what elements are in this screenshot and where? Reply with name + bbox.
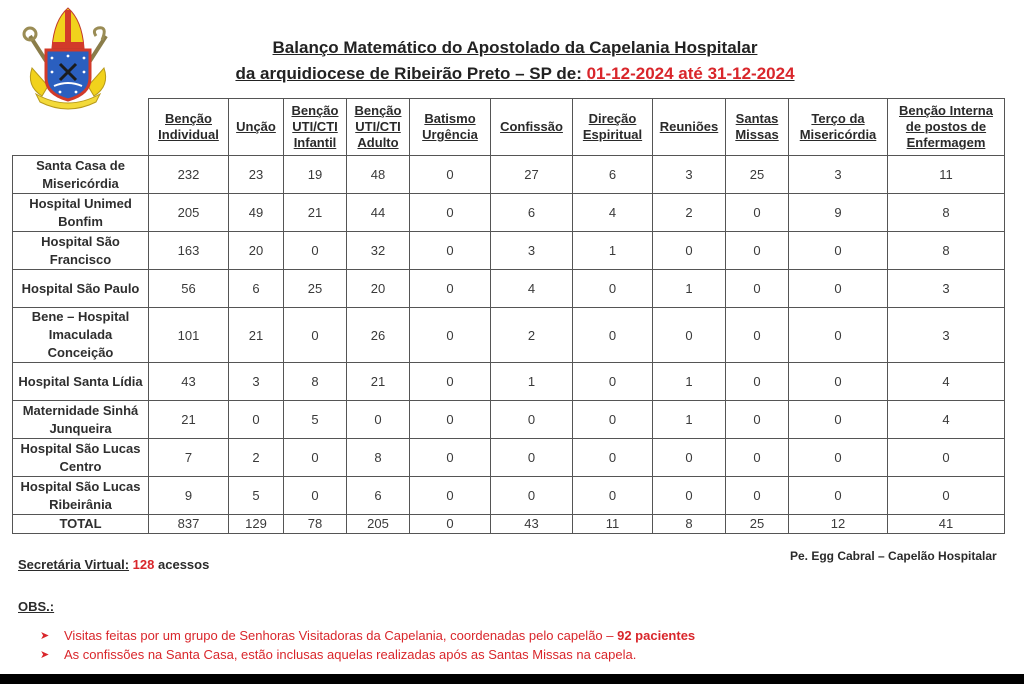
table-cell: 1 [573, 232, 653, 270]
arrowhead-bullet-icon: ➤ [40, 630, 50, 642]
table-cell: 6 [229, 270, 284, 308]
table-cell: 0 [410, 270, 491, 308]
table-cell: 0 [653, 232, 726, 270]
table-row [13, 232, 1005, 270]
table-cell: 4 [888, 363, 1005, 401]
table-cell: 232 [149, 156, 229, 194]
column-header: Benção UTI/CTI Adulto [347, 99, 410, 156]
table-cell: 3 [229, 363, 284, 401]
chaplain-signature: Pe. Egg Cabral – Capelão Hospitalar [790, 549, 997, 563]
table-cell: 6 [491, 194, 573, 232]
table-cell: 0 [789, 270, 888, 308]
hospital-name: Hospital Unimed Bonfim [13, 194, 149, 232]
report-title: Balanço Matemático do Apostolado da Capelania Hospitalar [272, 38, 758, 57]
table-cell: 32 [347, 232, 410, 270]
table-cell: 0 [726, 401, 789, 439]
table-cell: 8 [284, 363, 347, 401]
hospital-name: Hospital São Lucas Centro [13, 439, 149, 477]
column-header: Santas Missas [726, 99, 789, 156]
table-row [13, 270, 1005, 308]
column-header: Direção Espiritual [573, 99, 653, 156]
total-cell: 41 [888, 515, 1005, 534]
table-cell: 0 [789, 232, 888, 270]
table-cell: 0 [573, 477, 653, 515]
table-cell: 0 [789, 363, 888, 401]
column-header: Benção Individual [149, 99, 229, 156]
table-cell: 0 [410, 232, 491, 270]
table-cell: 0 [410, 308, 491, 363]
table-cell: 1 [491, 363, 573, 401]
table-cell: 4 [491, 270, 573, 308]
secretaria-count: 128 [132, 557, 155, 572]
arrowhead-bullet-icon: ➤ [40, 649, 50, 661]
note-text: As confissões na Santa Casa, estão inclusas aquelas realizadas após as Santas Missas na capela. [64, 647, 637, 662]
table-cell: 0 [491, 401, 573, 439]
table-cell: 0 [573, 439, 653, 477]
secretaria-virtual [18, 557, 209, 572]
column-header: Batismo Urgência [410, 99, 491, 156]
table-cell: 0 [491, 477, 573, 515]
hospital-name: Santa Casa de Misericórdia [13, 156, 149, 194]
table-cell: 1 [653, 401, 726, 439]
column-header: Reuniões [653, 99, 726, 156]
header-corner [13, 99, 149, 156]
table-cell: 25 [284, 270, 347, 308]
hospital-name: Hospital São Paulo [13, 270, 149, 308]
archdiocese-coat-of-arms-icon [18, 6, 118, 112]
total-cell: 25 [726, 515, 789, 534]
table-cell: 0 [284, 477, 347, 515]
table-cell: 0 [726, 477, 789, 515]
table-cell: 27 [491, 156, 573, 194]
table-row [13, 439, 1005, 477]
report-table [12, 98, 1005, 534]
column-header: Benção UTI/CTI Infantil [284, 99, 347, 156]
table-cell: 0 [726, 363, 789, 401]
table-cell: 2 [229, 439, 284, 477]
report-subtitle-prefix: da arquidiocese de Ribeirão Preto – SP de: [235, 64, 587, 83]
table-cell: 21 [347, 363, 410, 401]
table-cell: 21 [229, 308, 284, 363]
hospital-name: Maternidade Sinhá Junqueira [13, 401, 149, 439]
table-cell: 0 [410, 401, 491, 439]
table-cell: 3 [888, 308, 1005, 363]
column-header: Unção [229, 99, 284, 156]
table-cell: 26 [347, 308, 410, 363]
table-cell: 205 [149, 194, 229, 232]
table-cell: 4 [888, 401, 1005, 439]
bottom-black-bar [0, 674, 1024, 684]
table-cell: 0 [726, 439, 789, 477]
table-cell: 0 [726, 308, 789, 363]
table-cell: 0 [653, 477, 726, 515]
table-cell: 163 [149, 232, 229, 270]
table-cell: 6 [347, 477, 410, 515]
column-header: Benção Interna de postos de Enfermagem [888, 99, 1005, 156]
table-row [13, 156, 1005, 194]
table-cell: 56 [149, 270, 229, 308]
table-cell: 9 [149, 477, 229, 515]
total-cell: 78 [284, 515, 347, 534]
table-cell: 1 [653, 270, 726, 308]
table-cell: 20 [229, 232, 284, 270]
table-row [13, 363, 1005, 401]
note-item [40, 645, 695, 664]
obs-label: OBS.: [18, 599, 55, 614]
table-cell: 7 [149, 439, 229, 477]
total-cell: 0 [410, 515, 491, 534]
table-cell: 43 [149, 363, 229, 401]
table-cell: 3 [491, 232, 573, 270]
table-cell: 2 [491, 308, 573, 363]
table-cell: 8 [888, 194, 1005, 232]
table-cell: 0 [410, 156, 491, 194]
note-text: Visitas feitas por um grupo de Senhoras Visitadoras da Capelania, coordenadas pelo capelão – [64, 628, 618, 643]
total-label: TOTAL [13, 515, 149, 534]
table-cell: 21 [284, 194, 347, 232]
table-cell: 5 [229, 477, 284, 515]
table-cell: 3 [789, 156, 888, 194]
secretaria-suffix: acessos [158, 557, 210, 572]
secretaria-label: Secretária Virtual: [18, 557, 130, 572]
table-cell: 5 [284, 401, 347, 439]
table-cell: 23 [229, 156, 284, 194]
report-subtitle [150, 64, 880, 84]
table-cell: 0 [573, 270, 653, 308]
table-cell: 0 [284, 232, 347, 270]
hospital-name: Bene – Hospital Imaculada Conceição [13, 308, 149, 363]
table-row [13, 401, 1005, 439]
table-cell: 20 [347, 270, 410, 308]
total-row [13, 515, 1005, 534]
table-cell: 0 [347, 401, 410, 439]
table-cell: 9 [789, 194, 888, 232]
table-cell: 0 [284, 439, 347, 477]
notes-list [40, 626, 695, 664]
table-cell: 0 [410, 194, 491, 232]
table-cell: 8 [888, 232, 1005, 270]
table-cell: 3 [888, 270, 1005, 308]
table-cell: 21 [149, 401, 229, 439]
table-row [13, 308, 1005, 363]
table-cell: 0 [410, 439, 491, 477]
total-cell: 12 [789, 515, 888, 534]
total-cell: 205 [347, 515, 410, 534]
table-cell: 11 [888, 156, 1005, 194]
total-cell: 129 [229, 515, 284, 534]
table-cell: 0 [653, 308, 726, 363]
table-cell: 0 [573, 401, 653, 439]
table-cell: 19 [284, 156, 347, 194]
table-cell: 4 [573, 194, 653, 232]
table-cell: 0 [573, 363, 653, 401]
column-header: Confissão [491, 99, 573, 156]
total-cell: 837 [149, 515, 229, 534]
table-cell: 6 [573, 156, 653, 194]
total-cell: 11 [573, 515, 653, 534]
table-cell: 0 [789, 439, 888, 477]
table-cell: 25 [726, 156, 789, 194]
table-cell: 3 [653, 156, 726, 194]
table-cell: 2 [653, 194, 726, 232]
table-cell: 0 [726, 270, 789, 308]
table-cell: 0 [573, 308, 653, 363]
table-cell: 0 [410, 477, 491, 515]
table-cell: 0 [726, 232, 789, 270]
table-cell: 101 [149, 308, 229, 363]
column-header: Terço da Misericórdia [789, 99, 888, 156]
hospital-name: Hospital São Lucas Ribeirânia [13, 477, 149, 515]
table-cell: 0 [229, 401, 284, 439]
table-cell: 0 [653, 439, 726, 477]
table-cell: 1 [653, 363, 726, 401]
report-period: 01-12-2024 até 31-12-2024 [586, 64, 795, 83]
table-cell: 0 [888, 439, 1005, 477]
total-cell: 43 [491, 515, 573, 534]
hospital-name: Hospital São Francisco [13, 232, 149, 270]
table-cell: 48 [347, 156, 410, 194]
table-cell: 49 [229, 194, 284, 232]
table-header-row [13, 99, 1005, 156]
table-cell: 0 [888, 477, 1005, 515]
table-cell: 0 [789, 477, 888, 515]
table-cell: 0 [491, 439, 573, 477]
total-cell: 8 [653, 515, 726, 534]
table-cell: 0 [789, 308, 888, 363]
table-cell: 0 [284, 308, 347, 363]
table-cell: 0 [410, 363, 491, 401]
note-item [40, 626, 695, 645]
table-cell: 8 [347, 439, 410, 477]
table-row [13, 477, 1005, 515]
hospital-name: Hospital Santa Lídia [13, 363, 149, 401]
table-cell: 44 [347, 194, 410, 232]
note-highlight: 92 pacientes [617, 628, 696, 643]
table-cell: 0 [789, 401, 888, 439]
table-row [13, 194, 1005, 232]
table-cell: 0 [726, 194, 789, 232]
